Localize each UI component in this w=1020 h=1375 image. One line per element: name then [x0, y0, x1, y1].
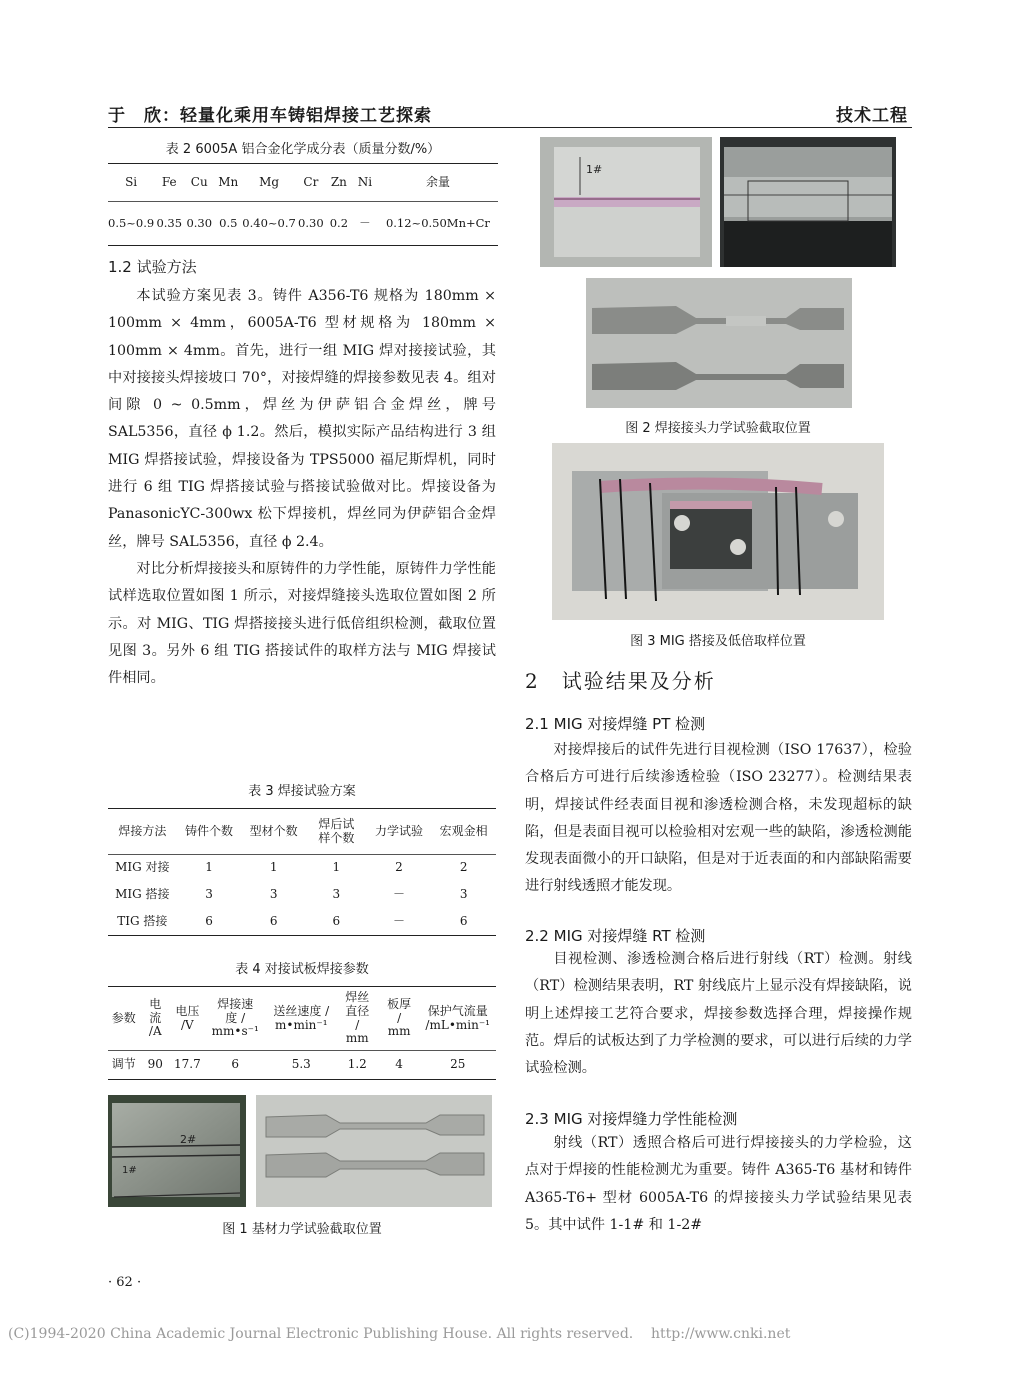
paragraph: 射线（RT）透照合格后可进行焊接接头的力学检验，这点对于焊接的性能检测尤为重要。铸件 A365-T6 基材和铸件 A365-T6+ 型材 6005A-T6 的焊接接头力学试验结果见表 5。其中试件 1-1# 和 1-2# [525, 1135, 912, 1233]
section-2-1-heading: 2.1 MIG 对接焊缝 PT 检测 [525, 715, 706, 733]
table2-col-ni: Ni [357, 174, 373, 189]
table-cell: 2 [395, 860, 403, 875]
table-cell: 3 [459, 887, 468, 902]
table3-welding-plan [108, 808, 496, 936]
table2-caption: 表 2 6005A 铝合金化学成分表（质量分数/%） [165, 142, 441, 157]
table-cell: 17.7 [173, 1057, 201, 1072]
table-cell: 0.5~0.9 [108, 202, 154, 246]
fig1-mark-2: 2# [180, 1133, 197, 1146]
fig3-caption: 图 3 MIG 搭接及低倍取样位置 [630, 634, 806, 649]
table-cell: 6 [459, 913, 468, 928]
table-row [108, 1051, 496, 1080]
table-cell: 0.30 [184, 202, 214, 246]
table-cell: 2 [459, 860, 468, 875]
section-2-3-body [525, 1130, 912, 1239]
table-cell: 1.2 [347, 1057, 367, 1072]
table-cell: 6 [332, 913, 341, 928]
running-header-right: 技术工程 [836, 106, 908, 126]
table-cell: MIG 对接 [115, 860, 170, 875]
paragraph: 对比分析焊接接头和原铸件的力学性能，原铸件力学性能试样选取位置如图 1 所示，对接焊缝接头选取位置如图 2 所示。对 MIG、TIG 焊搭接接头进行低倍组织检测，截取位置见图 3。另外 6 组 TIG 搭接试件的取样方法与 MIG 焊接试件相同。 [108, 560, 496, 687]
table-header-cell: 铸件个数 [177, 809, 242, 855]
section-2-3-heading: 2.3 MIG 对接焊缝力学性能检测 [525, 1110, 738, 1128]
table-cell: 0.5 [214, 202, 242, 246]
table2-col-cu: Cu [190, 174, 208, 189]
section-2-1-body [525, 737, 912, 901]
table-header-cell: 焊接方法 [108, 809, 177, 855]
table-header-cell: 型材个数 [241, 809, 306, 855]
table-header-cell: 电压 /V [171, 987, 204, 1051]
table-header-cell: 力学试验 [367, 809, 432, 855]
table-header-cell: 电流 /A [140, 987, 172, 1051]
fig1-photo-left [108, 1095, 246, 1207]
table-cell: 3 [269, 887, 278, 902]
table-cell: 6 [205, 913, 213, 928]
table-header-cell: 送丝速度 / m•min⁻¹ [267, 987, 336, 1051]
fig1-mark-1: 1# [122, 1165, 137, 1176]
running-header-left: 于 欣：轻量化乘用车铸铝焊接工艺探索 [108, 106, 432, 126]
table2-col-si: Si [125, 174, 138, 189]
table3-caption: 表 3 焊接试验方案 [248, 784, 356, 799]
fig2-photo-top-left [540, 137, 712, 267]
table-cell: 调节 [111, 1057, 136, 1072]
section-1-2-heading: 1.2 试验方法 [108, 258, 197, 276]
section-2-heading: 2 试验结果及分析 [525, 669, 716, 693]
table-cell: 1 [332, 860, 341, 875]
table-cell: 6 [231, 1057, 240, 1072]
table-header-cell: 焊后试样个数 [306, 809, 367, 855]
table-header-cell: 板厚 / mm [379, 987, 420, 1051]
table2-col-fe: Fe [161, 174, 177, 189]
table-cell: 1 [269, 860, 278, 875]
table-cell: MIG 搭接 [115, 887, 170, 902]
paragraph: 对接焊接后的试件先进行目视检测（ISO 17637），检验合格后方可进行后续渗透检验（ISO 23277）。检测结果表明，焊接试件经表面目视和渗透检测合格，未发现超标的缺陷，但是表面目视可以检验相对宏观一些的缺陷，渗透检测能发现表面微小的开口缺陷，但是对于近表面的和内部缺陷需要进行射线透照才能发现。 [525, 742, 912, 895]
table2-header-row [108, 164, 498, 202]
page-number: · 62 · [108, 1275, 142, 1290]
table-cell: 1 [205, 860, 213, 875]
table-cell: 90 [147, 1057, 163, 1072]
paragraph: 本试验方案见表 3。铸件 A356-T6 规格为 180mm × 100mm × 4mm，6005A-T6 型材规格为 180mm × 100mm × 4mm。首先，进行一组 MIG 焊对接接试验，其中对接接头焊接坡口 70°，对接焊缝的焊接参数见表 4。组对间隙 0 ~ 0.5mm，焊丝为伊萨铝合金焊丝，牌号 SAL5356，直径 ϕ 1.2。然后，模拟实际产品结构进行 3 组 MIG 焊搭接试验，焊接设备为 TPS5000 福尼斯焊机，同时进行 6 组 TIG 焊搭接试验与搭接试验做对比。焊接设备为 PanasonicYC-300wx 松下焊接机，焊丝同为伊萨铝合金焊丝，牌号 SAL5356，直径 ϕ 2.4。 [108, 288, 496, 550]
table-header-cell: 焊接速度 / mm•s⁻¹ [204, 987, 267, 1051]
table-cell: 6 [269, 913, 278, 928]
table2-col-mn: Mn [218, 174, 239, 189]
table-cell: 0.30 [296, 202, 326, 246]
table-header-cell: 焊丝直径 / mm [336, 987, 379, 1051]
table-cell: 0.12~0.50Mn+Cr [378, 202, 498, 246]
table-cell: － [352, 202, 378, 246]
table4-header-row [108, 987, 496, 1051]
table-cell: TIG 搭接 [117, 913, 168, 928]
table2-col-zn: Zn [330, 174, 347, 189]
section-1-2-body [108, 283, 496, 692]
table-cell: 0.2 [326, 202, 352, 246]
fig2-mark: 1# [586, 163, 603, 176]
table-header-cell: 参数 [108, 987, 140, 1051]
table3-header-row [108, 809, 496, 855]
table-cell: 3 [332, 887, 341, 902]
section-2-2-body [525, 946, 912, 1082]
table4-caption: 表 4 对接试板焊接参数 [235, 962, 369, 977]
table-cell: － [392, 887, 405, 902]
table-row [108, 882, 496, 909]
table-cell: － [392, 913, 405, 928]
table-cell: 4 [395, 1057, 403, 1072]
copyright-footer: (C)1994-2020 China Academic Journal Electronic Publishing House. All rights reserved. http://www.cnki.net [8, 1326, 791, 1342]
fig3-photo [552, 443, 884, 620]
fig1-photo-right [256, 1095, 492, 1207]
table-cell: 0.40~0.7 [242, 202, 296, 246]
table-header-cell: 宏观金相 [431, 809, 496, 855]
table2-row [108, 202, 498, 246]
header-rule [108, 127, 912, 128]
table-cell: 5.3 [291, 1057, 311, 1072]
fig1-caption: 图 1 基材力学试验截取位置 [222, 1222, 382, 1237]
fig2-caption: 图 2 焊接接头力学试验截取位置 [625, 421, 811, 436]
table2-col-mg: Mg [259, 174, 280, 189]
table-row [108, 855, 496, 882]
paragraph: 目视检测、渗透检测合格后进行射线（RT）检测。射线（RT）检测结果表明，RT 射线底片上显示没有焊接缺陷，说明上述焊接工艺符合要求，焊接参数选择合理，焊接操作规范。焊后的试板达到了力学检测的要求，可以进行后续的力学试验检测。 [525, 951, 912, 1077]
table4-welding-params [108, 986, 496, 1080]
fig2-photo-top-right [720, 137, 896, 267]
table2-composition [108, 163, 498, 246]
table-row [108, 909, 496, 936]
fig2-photo-bottom [586, 278, 852, 408]
table2-col-cr: Cr [303, 174, 319, 189]
table2-col-balance: 余量 [425, 174, 450, 189]
table-header-cell: 保护气流量 /mL•min⁻¹ [419, 987, 496, 1051]
table-cell: 0.35 [154, 202, 184, 246]
table-cell: 3 [205, 887, 213, 902]
section-2-2-heading: 2.2 MIG 对接焊缝 RT 检测 [525, 927, 706, 945]
table-cell: 25 [450, 1057, 466, 1072]
